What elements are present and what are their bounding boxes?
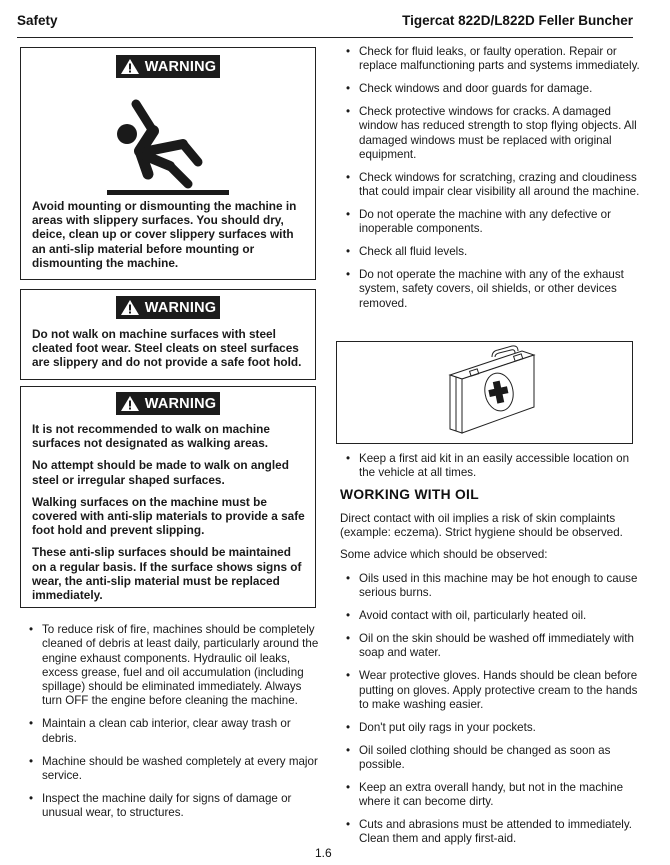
list-item: • Check protective windows for cracks. A damaged window has reduced strength to stop flying objects. All damaged windows must be replaced with original equipment. bbox=[346, 105, 646, 162]
warning-triangle-icon bbox=[120, 58, 140, 75]
warning-box-slippery bbox=[20, 47, 316, 280]
list-item: • Oil soiled clothing should be changed as soon as possible. bbox=[346, 744, 646, 773]
list-item: • Check windows for scratching, crazing and cloudiness that could impair clear visibility all around the machine. bbox=[346, 171, 646, 200]
list-item: • Avoid contact with oil, particularly heated oil. bbox=[346, 609, 646, 623]
warning-badge bbox=[116, 296, 220, 319]
oil-advice-list bbox=[346, 572, 646, 855]
list-item: • Oil on the skin should be washed off immediately with soap and water. bbox=[346, 632, 646, 661]
first-aid-list bbox=[346, 452, 646, 489]
first-aid-figure bbox=[336, 341, 633, 444]
warning-text: Walking surfaces on the machine must be covered with anti-slip materials to provide a safe foot hold and prevent slipping. bbox=[32, 494, 305, 538]
warning-label: WARNING bbox=[144, 395, 217, 412]
warning-box-steel-cleats bbox=[20, 289, 316, 380]
warning-triangle-icon bbox=[120, 299, 140, 316]
list-item: • Machine should be washed completely at every major service. bbox=[29, 755, 319, 784]
section-title: Safety bbox=[17, 13, 58, 28]
list-item: • Maintain a clean cab interior, clear away trash or debris. bbox=[29, 717, 319, 746]
warning-text: It is not recommended to walk on machine surfaces not designated as walking areas. bbox=[32, 422, 270, 451]
warning-badge bbox=[116, 55, 220, 78]
warning-badge bbox=[116, 392, 220, 415]
warning-triangle-icon bbox=[120, 395, 140, 412]
oil-intro: Direct contact with oil implies a risk of skin complaints (example: eczema). Strict hygiene should be observed. bbox=[340, 512, 623, 540]
list-item: • Do not operate the machine with any of the exhaust system, safety covers, oil shields, or other devices removed. bbox=[346, 268, 646, 311]
warning-label: WARNING bbox=[144, 299, 217, 316]
cleaning-list bbox=[29, 623, 319, 829]
warning-text: Do not walk on machine surfaces with steel cleated foot wear. Steel cleats on steel surfaces are slippery and do not provide a safe foot hold. bbox=[32, 327, 302, 370]
warning-text: Avoid mounting or dismounting the machine in areas with slippery surfaces. You should dry, deice, clean up or cover slippery surfaces with an anti-slip material before mounting or dismounting the machine. bbox=[32, 199, 297, 270]
list-item: • Check for fluid leaks, or faulty operation. Repair or replace malfunctioning parts and systems immediately. bbox=[346, 45, 646, 74]
list-item: • Keep a first aid kit in an easily accessible location on the vehicle at all times. bbox=[346, 452, 646, 481]
list-item: • Cuts and abrasions must be attended to immediately. Clean them and apply first-aid. bbox=[346, 818, 646, 847]
list-item: • Inspect the machine daily for signs of damage or unusual wear, to structures. bbox=[29, 792, 319, 821]
working-with-oil-heading: WORKING WITH OIL bbox=[340, 487, 479, 502]
list-item: • Keep an extra overall handy, but not in the machine where it can become dirty. bbox=[346, 781, 646, 810]
warning-text: These anti-slip surfaces should be maintained on a regular basis. If the surface shows signs of wear, the anti-slip material must be replaced immediately. bbox=[32, 545, 302, 603]
oil-advice-lead: Some advice which should be observed: bbox=[340, 548, 548, 561]
warning-box-walking-surfaces bbox=[20, 386, 316, 608]
header-divider bbox=[17, 37, 633, 38]
inspection-list bbox=[346, 45, 646, 320]
list-item: • Check windows and door guards for damage. bbox=[346, 82, 646, 96]
list-item: • Do not operate the machine with any defective or inoperable components. bbox=[346, 208, 646, 237]
list-item: • Wear protective gloves. Hands should be clean before putting on gloves. Apply protective cream to the hands to make washing easier. bbox=[346, 669, 646, 712]
list-item: • Don't put oily rags in your pockets. bbox=[346, 721, 646, 735]
warning-label: WARNING bbox=[144, 58, 217, 75]
list-item: • Oils used in this machine may be hot enough to cause serious burns. bbox=[346, 572, 646, 601]
page-number: 1.6 bbox=[315, 846, 332, 860]
warning-text: No attempt should be made to walk on angled steel or irregular shaped surfaces. bbox=[32, 458, 289, 487]
manual-title: Tigercat 822D/L822D Feller Buncher bbox=[402, 13, 633, 28]
list-item: • To reduce risk of fire, machines should be completely cleaned of debris at least daily, particularly around the engine exhaust components. Hydraulic oil leaks, excess grease, fuel and oil accumulation (including spillage) should be eliminated immediately. Always turn OFF the engine before cleaning the machine. bbox=[29, 623, 319, 709]
list-item: • Check all fluid levels. bbox=[346, 245, 646, 259]
slip-fall-icon bbox=[98, 86, 238, 196]
first-aid-kit-icon bbox=[442, 345, 542, 441]
